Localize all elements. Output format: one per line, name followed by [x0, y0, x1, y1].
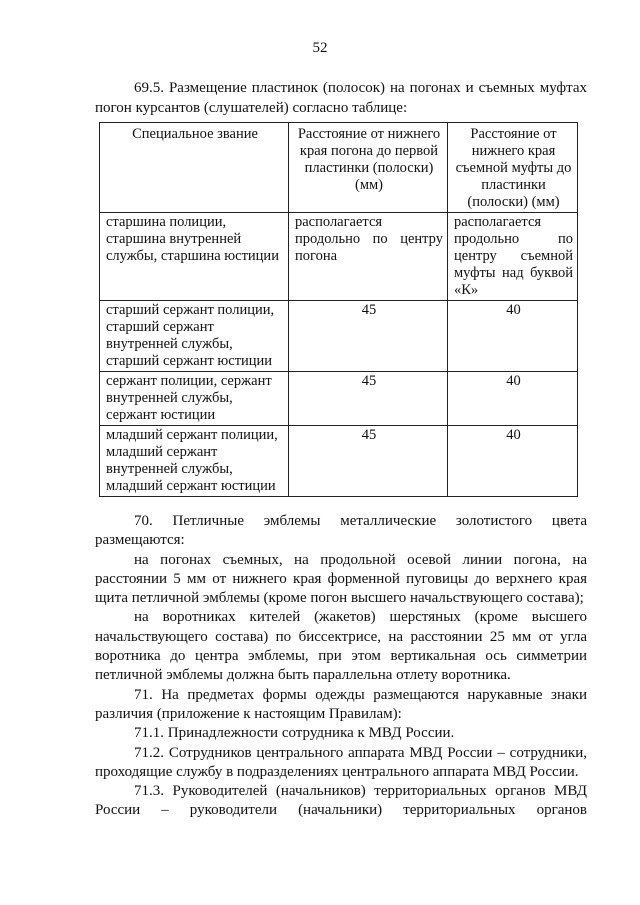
- paragraph-71: 71. На предметах формы одежды размещаются нарукавные знаки различия (приложение к настоящим Правилам):: [95, 686, 587, 722]
- cell-shoulder: 45: [289, 426, 448, 497]
- table-row: [100, 213, 578, 301]
- paragraph-70-collars: на воротниках кителей (жакетов) шерстяных (кроме высшего начальствующего состава) по биссектрисе, на расстоянии 25 мм от угла воротника до центра эмблемы, при этом вертикальная ось симметрии петличной эмблемы должна быть параллельна отлету воротника.: [95, 609, 587, 684]
- cell-shoulder: располагается продольно по центру погона: [289, 213, 448, 301]
- cell-rank: младший сержант полиции, младший сержант внутренней службы, младший сержант юстиции: [100, 426, 289, 497]
- cell-rank: старшина полиции, старшина внутренней службы, старшина юстиции: [100, 213, 289, 301]
- table-row: [100, 426, 578, 497]
- paragraph-71-2: 71.2. Сотрудников центрального аппарата МВД России – сотрудники, проходящие службу в подразделениях центрального аппарата МВД России.: [95, 744, 587, 780]
- table-header-row: [100, 123, 578, 213]
- cell-shoulder: 45: [289, 372, 448, 426]
- cell-sleeve: 40: [448, 301, 578, 372]
- cell-shoulder: 45: [289, 301, 448, 372]
- header-rank: Специальное звание: [100, 123, 289, 213]
- paragraph-70: 70. Петличные эмблемы металлические золотистого цвета размещаются:: [95, 513, 587, 549]
- body-text: [95, 512, 587, 821]
- header-shoulder-distance: Расстояние от нижнего края погона до первой пластинки (полоски) (мм): [289, 123, 448, 213]
- ranks-table: [99, 122, 578, 497]
- paragraph-71-3: 71.3. Руководителей (начальников) территориальных органов МВД России – руководители (начальники) территориальных органов: [95, 783, 587, 819]
- cell-sleeve: 40: [448, 426, 578, 497]
- page-number: 52: [312, 40, 328, 56]
- paragraph-69-5: 69.5. Размещение пластинок (полосок) на погонах и съемных муфтах погон курсантов (слушателей) согласно таблице:: [95, 80, 587, 116]
- paragraph-70-shoulder-boards: на погонах съемных, на продольной осевой линии погона, на расстоянии 5 мм от нижнего края форменной пуговицы до верхнего края щита петличной эмблемы (кроме погон высшего начальствующего состава);: [95, 551, 587, 607]
- table-row: [100, 301, 578, 372]
- cell-sleeve: 40: [448, 372, 578, 426]
- cell-rank: старший сержант полиции, старший сержант внутренней службы, старший сержант юстиции: [100, 301, 289, 372]
- paragraph-71-1: 71.1. Принадлежности сотрудника к МВД России.: [134, 725, 455, 742]
- header-sleeve-distance: Расстояние от нижнего края съемной муфты до пластинки (полоски) (мм): [448, 123, 578, 213]
- table-row: [100, 372, 578, 426]
- cell-rank: сержант полиции, сержант внутренней службы, сержант юстиции: [100, 372, 289, 426]
- cell-sleeve: располагается продольно по центру съемной муфты над буквой «К»: [448, 213, 578, 301]
